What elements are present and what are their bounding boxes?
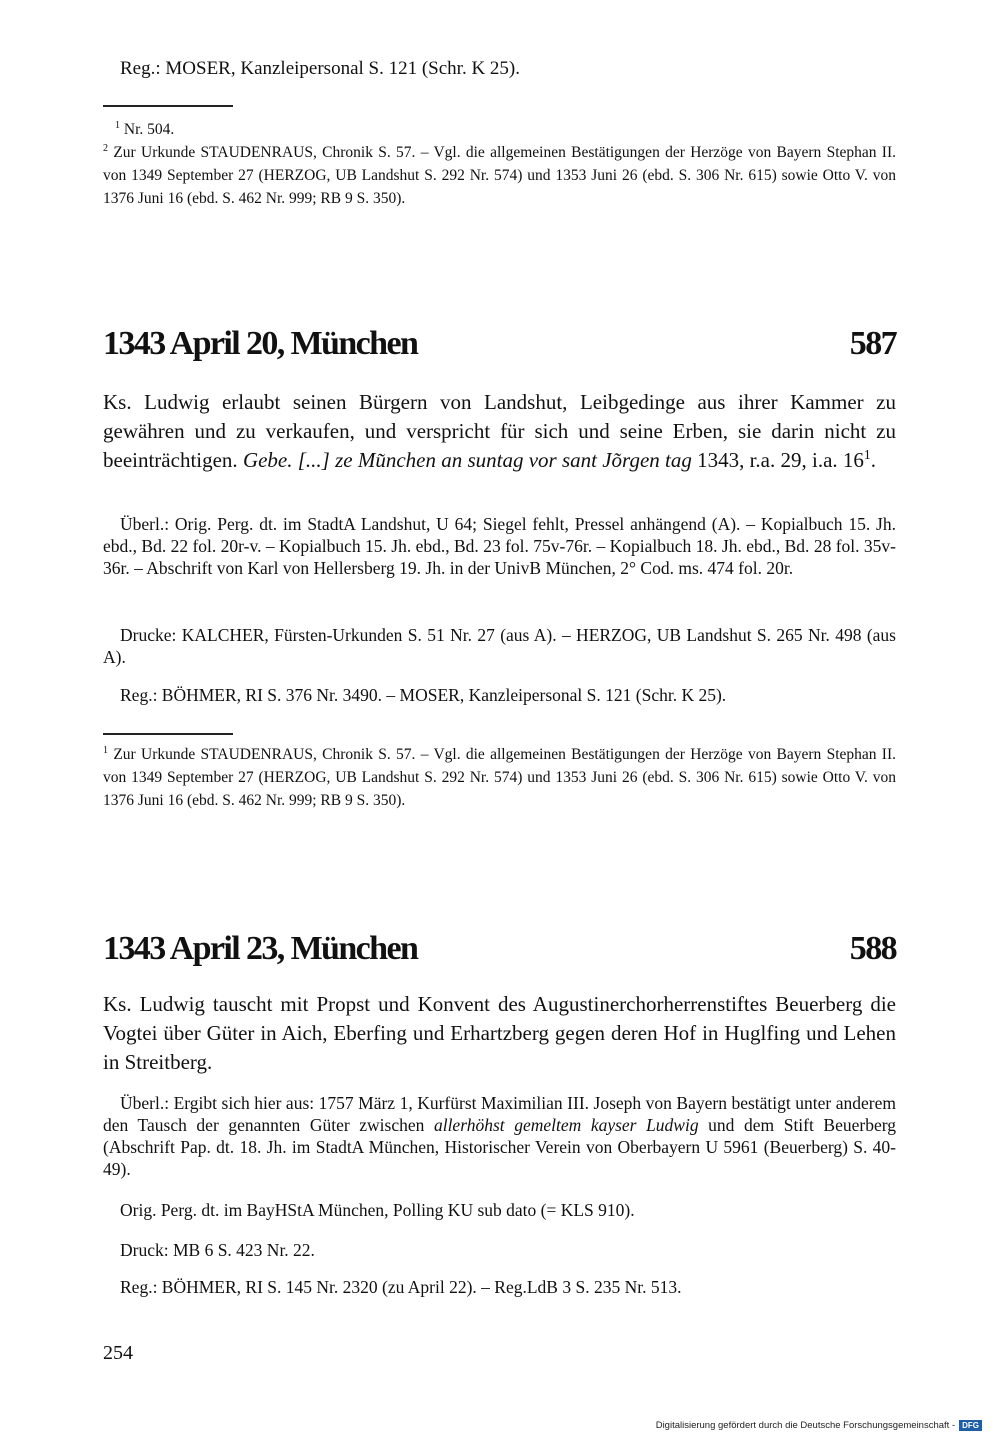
entry-588-date: 1343 April 23, München bbox=[103, 930, 418, 967]
dfg-credit-text: Digitalisierung gefördert durch die Deutsche Forschungsgemeinschaft - bbox=[655, 1420, 956, 1431]
entry-588-quote: allerhöhst gemeltem kayser Ludwig bbox=[433, 1115, 699, 1135]
page-number: 254 bbox=[103, 1342, 133, 1364]
dfg-credit bbox=[656, 1420, 982, 1431]
entry-587-drucke: Drucke: KALCHER, Fürsten-Urkunden S. 51 Nr. 27 (aus A). – HERZOG, UB Landshut S. 265 Nr. 498 (aus A). bbox=[103, 625, 896, 667]
top-footnote-1: $^1$ Nr. 504. bbox=[115, 119, 175, 138]
dfg-logo: DFG bbox=[959, 1420, 982, 1431]
entry-587-heading bbox=[103, 324, 896, 364]
entry-588-regest: Reg.: BÖHMER, RI S. 145 Nr. 2320 (zu April 22). – Reg.LdB 3 S. 235 Nr. 513. bbox=[120, 1277, 682, 1297]
entry-587-ueberlieferung: Überl.: Orig. Perg. dt. im StadtA Landshut, U 64; Siegel fehlt, Pressel anhängend (A). – Kopialbuch 15. Jh. ebd., Bd. 22 fol. 20r-v. – Kopialbuch 15. Jh. ebd., Bd. 23 fol. 75v-76r. – Kopialbuch 18. Jh. ebd., Bd. 28 fol. 35v-36r. – Abschrift von Karl von Hellersberg 19. Jh. in der UnivB München, 2° Cod. ms. 474 fol. 20r. bbox=[103, 514, 896, 578]
entry-588-ueberlieferung: Überl.: Ergibt sich hier aus: 1757 März 1, Kurfürst Maximilian III. Joseph von Bayern bestätigt unter anderem den Tausch der genannten Güter zwischen allerhöhst gemeltem kayser Ludwig und dem Stift Beuerberg (Abschrift Pap. dt. 18. Jh. im StadtA München, Historischer Verein von Oberbayern U 5961 (Beuerberg) S. 40-49). bbox=[103, 1093, 896, 1179]
entry-587-footnote: $^1$ Zur Urkunde STAUDENRAUS, Chronik S. 57. – Vgl. die allgemeinen Bestätigungen der Herzöge von Bayern Stephan II. von 1349 September 27 (HERZOG, UB Landshut S. 292 Nr. 574) und 1353 Juni 26 (ebd. S. 306 Nr. 615) sowie Otto V. von 1376 Juni 16 (ebd. S. 462 Nr. 999; RB 9 S. 350). bbox=[103, 744, 897, 809]
top-footnotes bbox=[103, 118, 896, 210]
footnote-rule-top bbox=[103, 105, 233, 107]
entry-588-original: Orig. Perg. dt. im BayHStA München, Polling KU sub dato (= KLS 910). bbox=[120, 1200, 635, 1220]
entry-587-regest: Reg.: BÖHMER, RI S. 376 Nr. 3490. – MOSER, Kanzleipersonal S. 121 (Schr. K 25). bbox=[120, 685, 727, 705]
entry-587-footnote-ref: 1 bbox=[863, 447, 871, 462]
entry-587-date: 1343 April 20, München bbox=[103, 325, 418, 362]
entry-588-summary: Ks. Ludwig tauscht mit Propst und Konvent des Augustinerchorherrenstiftes Beuerberg die Vogtei über Güter in Aich, Eberfing und Erhartzberg gegen deren Hof in Huglfing und Lehen in Streitberg. bbox=[103, 992, 896, 1074]
entry-588-number: 588 bbox=[849, 930, 896, 967]
top-footnote-2: $^2$ Zur Urkunde STAUDENRAUS, Chronik S. 57. – Vgl. die allgemeinen Bestätigungen der Herzöge von Bayern Stephan II. von 1349 September 27 (HERZOG, UB Landshut S. 292 Nr. 574) und 1353 Juni 26 (ebd. S. 306 Nr. 615) sowie Otto V. von 1376 Juni 16 (ebd. S. 462 Nr. 999; RB 9 S. 350). bbox=[103, 142, 897, 207]
footnote-rule-587 bbox=[103, 733, 233, 735]
top-reg-line: Reg.: MOSER, Kanzleipersonal S. 121 (Schr. K 25). bbox=[120, 58, 521, 79]
entry-587-summary: Ks. Ludwig erlaubt seinen Bürgern von Landshut, Leibgedinge aus ihrer Kammer zu gewähren und zu verkaufen, und verspricht für sich und seine Erben, sie darin nicht zu beeinträchtigen. Gebe. [...] ze Mu͂nchen an suntag vor sant Jo͂rgen tag 1343, r.a. 29, i.a. $16^1$. bbox=[103, 390, 896, 472]
entry-588-druck: Druck: MB 6 S. 423 Nr. 22. bbox=[120, 1240, 315, 1260]
entry-587-number: 587 bbox=[849, 325, 896, 362]
entry-587-quote: Gebe. [...] ze Mu͂nchen an suntag vor sant Jo͂rgen tag bbox=[242, 448, 692, 472]
entry-588-heading bbox=[103, 929, 896, 969]
